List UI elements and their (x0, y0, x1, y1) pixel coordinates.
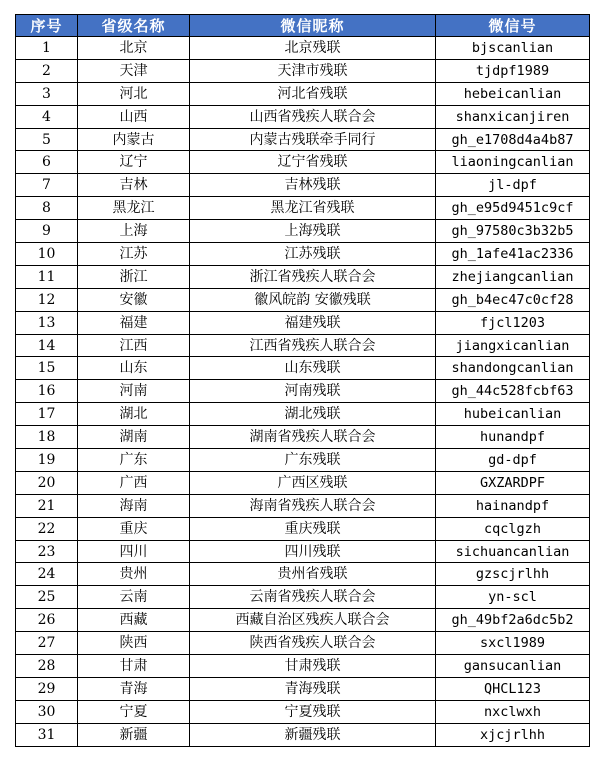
cell-index: 7 (16, 174, 78, 197)
cell-index: 11 (16, 265, 78, 288)
cell-province: 江苏 (78, 243, 190, 266)
table-row (16, 403, 590, 426)
cell-province: 湖南 (78, 426, 190, 449)
header-row (16, 15, 590, 37)
cell-wechat-id: gh_b4ec47c0cf28 (436, 288, 590, 311)
cell-wechat-nickname: 山东残联 (190, 357, 436, 380)
cell-province: 四川 (78, 540, 190, 563)
cell-index: 23 (16, 540, 78, 563)
cell-province: 新疆 (78, 723, 190, 746)
table-row (16, 586, 590, 609)
table-row (16, 517, 590, 540)
cell-index: 28 (16, 655, 78, 678)
cell-index: 1 (16, 37, 78, 60)
header-index: 序号 (16, 15, 78, 37)
cell-province: 陕西 (78, 632, 190, 655)
cell-wechat-nickname: 广西区残联 (190, 471, 436, 494)
table-row (16, 151, 590, 174)
cell-wechat-id: xjcjrlhh (436, 723, 590, 746)
cell-index: 14 (16, 334, 78, 357)
cell-index: 30 (16, 700, 78, 723)
cell-wechat-id: gh_49bf2a6dc5b2 (436, 609, 590, 632)
cell-wechat-id: bjscanlian (436, 37, 590, 60)
cell-wechat-nickname: 天津市残联 (190, 59, 436, 82)
cell-province: 青海 (78, 677, 190, 700)
cell-wechat-id: hunandpf (436, 426, 590, 449)
cell-index: 29 (16, 677, 78, 700)
cell-wechat-id: liaoningcanlian (436, 151, 590, 174)
cell-province: 天津 (78, 59, 190, 82)
cell-index: 9 (16, 220, 78, 243)
cell-index: 27 (16, 632, 78, 655)
cell-province: 山西 (78, 105, 190, 128)
cell-province: 上海 (78, 220, 190, 243)
table-row (16, 426, 590, 449)
cell-wechat-id: hainandpf (436, 494, 590, 517)
cell-index: 4 (16, 105, 78, 128)
cell-wechat-nickname: 贵州省残联 (190, 563, 436, 586)
cell-province: 福建 (78, 311, 190, 334)
cell-wechat-id: jl-dpf (436, 174, 590, 197)
table-row (16, 311, 590, 334)
cell-wechat-nickname: 辽宁省残联 (190, 151, 436, 174)
header-wechat-id: 微信号 (436, 15, 590, 37)
cell-wechat-id: sichuancanlian (436, 540, 590, 563)
cell-wechat-id: QHCL123 (436, 677, 590, 700)
cell-index: 18 (16, 426, 78, 449)
cell-province: 黑龙江 (78, 197, 190, 220)
cell-wechat-id: shanxicanjiren (436, 105, 590, 128)
table-row (16, 723, 590, 746)
cell-wechat-nickname: 浙江省残疾人联合会 (190, 265, 436, 288)
table-row (16, 243, 590, 266)
table-row (16, 128, 590, 151)
table-row (16, 220, 590, 243)
cell-index: 16 (16, 380, 78, 403)
cell-wechat-id: tjdpf1989 (436, 59, 590, 82)
cell-province: 云南 (78, 586, 190, 609)
cell-index: 22 (16, 517, 78, 540)
cell-index: 17 (16, 403, 78, 426)
cell-province: 辽宁 (78, 151, 190, 174)
cell-wechat-id: fjcl1203 (436, 311, 590, 334)
table-row (16, 471, 590, 494)
table-row (16, 632, 590, 655)
cell-wechat-nickname: 重庆残联 (190, 517, 436, 540)
cell-wechat-id: gd-dpf (436, 449, 590, 472)
cell-wechat-nickname: 江西省残疾人联合会 (190, 334, 436, 357)
cell-wechat-id: gh_44c528fcbf63 (436, 380, 590, 403)
cell-index: 25 (16, 586, 78, 609)
cell-index: 26 (16, 609, 78, 632)
table-row (16, 380, 590, 403)
table-row (16, 357, 590, 380)
cell-wechat-nickname: 上海残联 (190, 220, 436, 243)
cell-province: 广东 (78, 449, 190, 472)
table-row (16, 37, 590, 60)
cell-index: 24 (16, 563, 78, 586)
cell-province: 河南 (78, 380, 190, 403)
cell-index: 3 (16, 82, 78, 105)
cell-wechat-id: jiangxicanlian (436, 334, 590, 357)
cell-province: 吉林 (78, 174, 190, 197)
cell-index: 20 (16, 471, 78, 494)
table-header (16, 15, 590, 37)
cell-index: 15 (16, 357, 78, 380)
table-row (16, 265, 590, 288)
cell-wechat-nickname: 西藏自治区残疾人联合会 (190, 609, 436, 632)
table-row (16, 174, 590, 197)
cell-wechat-id: gzscjrlhh (436, 563, 590, 586)
cell-index: 19 (16, 449, 78, 472)
cell-wechat-nickname: 福建残联 (190, 311, 436, 334)
cell-wechat-nickname: 宁夏残联 (190, 700, 436, 723)
wechat-accounts-table (15, 14, 590, 747)
cell-index: 10 (16, 243, 78, 266)
table-row (16, 59, 590, 82)
cell-wechat-id: gansucanlian (436, 655, 590, 678)
cell-index: 2 (16, 59, 78, 82)
cell-wechat-id: sxcl1989 (436, 632, 590, 655)
cell-wechat-id: gh_e95d9451c9cf (436, 197, 590, 220)
header-wechat-nickname: 微信昵称 (190, 15, 436, 37)
cell-index: 21 (16, 494, 78, 517)
cell-province: 海南 (78, 494, 190, 517)
cell-index: 8 (16, 197, 78, 220)
cell-wechat-id: gh_1afe41ac2336 (436, 243, 590, 266)
cell-wechat-id: hebeicanlian (436, 82, 590, 105)
cell-wechat-nickname: 徽风皖韵 安徽残联 (190, 288, 436, 311)
table-row (16, 655, 590, 678)
table-row (16, 334, 590, 357)
cell-index: 31 (16, 723, 78, 746)
cell-province: 北京 (78, 37, 190, 60)
cell-province: 甘肃 (78, 655, 190, 678)
cell-wechat-id: yn-scl (436, 586, 590, 609)
cell-index: 6 (16, 151, 78, 174)
cell-wechat-nickname: 内蒙古残联牵手同行 (190, 128, 436, 151)
cell-wechat-nickname: 新疆残联 (190, 723, 436, 746)
cell-wechat-nickname: 河南残联 (190, 380, 436, 403)
cell-province: 贵州 (78, 563, 190, 586)
cell-wechat-id: hubeicanlian (436, 403, 590, 426)
cell-province: 宁夏 (78, 700, 190, 723)
cell-province: 河北 (78, 82, 190, 105)
cell-wechat-id: nxclwxh (436, 700, 590, 723)
table-row (16, 449, 590, 472)
cell-wechat-id: gh_e1708d4a4b87 (436, 128, 590, 151)
table-row (16, 700, 590, 723)
cell-wechat-nickname: 江苏残联 (190, 243, 436, 266)
table-row (16, 677, 590, 700)
table-row (16, 197, 590, 220)
cell-index: 13 (16, 311, 78, 334)
cell-wechat-nickname: 河北省残联 (190, 82, 436, 105)
cell-province: 浙江 (78, 265, 190, 288)
table-row (16, 82, 590, 105)
header-province: 省级名称 (78, 15, 190, 37)
cell-wechat-nickname: 青海残联 (190, 677, 436, 700)
cell-wechat-nickname: 湖南省残疾人联合会 (190, 426, 436, 449)
cell-wechat-nickname: 陕西省残疾人联合会 (190, 632, 436, 655)
cell-index: 12 (16, 288, 78, 311)
cell-province: 江西 (78, 334, 190, 357)
cell-wechat-id: GXZARDPF (436, 471, 590, 494)
cell-province: 山东 (78, 357, 190, 380)
table-row (16, 105, 590, 128)
cell-wechat-nickname: 北京残联 (190, 37, 436, 60)
table-body (16, 37, 590, 747)
cell-province: 重庆 (78, 517, 190, 540)
cell-province: 湖北 (78, 403, 190, 426)
table-row (16, 609, 590, 632)
cell-province: 西藏 (78, 609, 190, 632)
table-row (16, 494, 590, 517)
cell-wechat-id: gh_97580c3b32b5 (436, 220, 590, 243)
cell-province: 安徽 (78, 288, 190, 311)
cell-wechat-id: cqclgzh (436, 517, 590, 540)
cell-province: 广西 (78, 471, 190, 494)
cell-wechat-nickname: 湖北残联 (190, 403, 436, 426)
cell-province: 内蒙古 (78, 128, 190, 151)
cell-wechat-nickname: 云南省残疾人联合会 (190, 586, 436, 609)
table-row (16, 288, 590, 311)
cell-wechat-id: shandongcanlian (436, 357, 590, 380)
cell-wechat-nickname: 黑龙江省残联 (190, 197, 436, 220)
cell-index: 5 (16, 128, 78, 151)
table-row (16, 540, 590, 563)
table-row (16, 563, 590, 586)
cell-wechat-nickname: 四川残联 (190, 540, 436, 563)
cell-wechat-nickname: 甘肃残联 (190, 655, 436, 678)
cell-wechat-nickname: 广东残联 (190, 449, 436, 472)
cell-wechat-nickname: 海南省残疾人联合会 (190, 494, 436, 517)
cell-wechat-id: zhejiangcanlian (436, 265, 590, 288)
cell-wechat-nickname: 山西省残疾人联合会 (190, 105, 436, 128)
cell-wechat-nickname: 吉林残联 (190, 174, 436, 197)
